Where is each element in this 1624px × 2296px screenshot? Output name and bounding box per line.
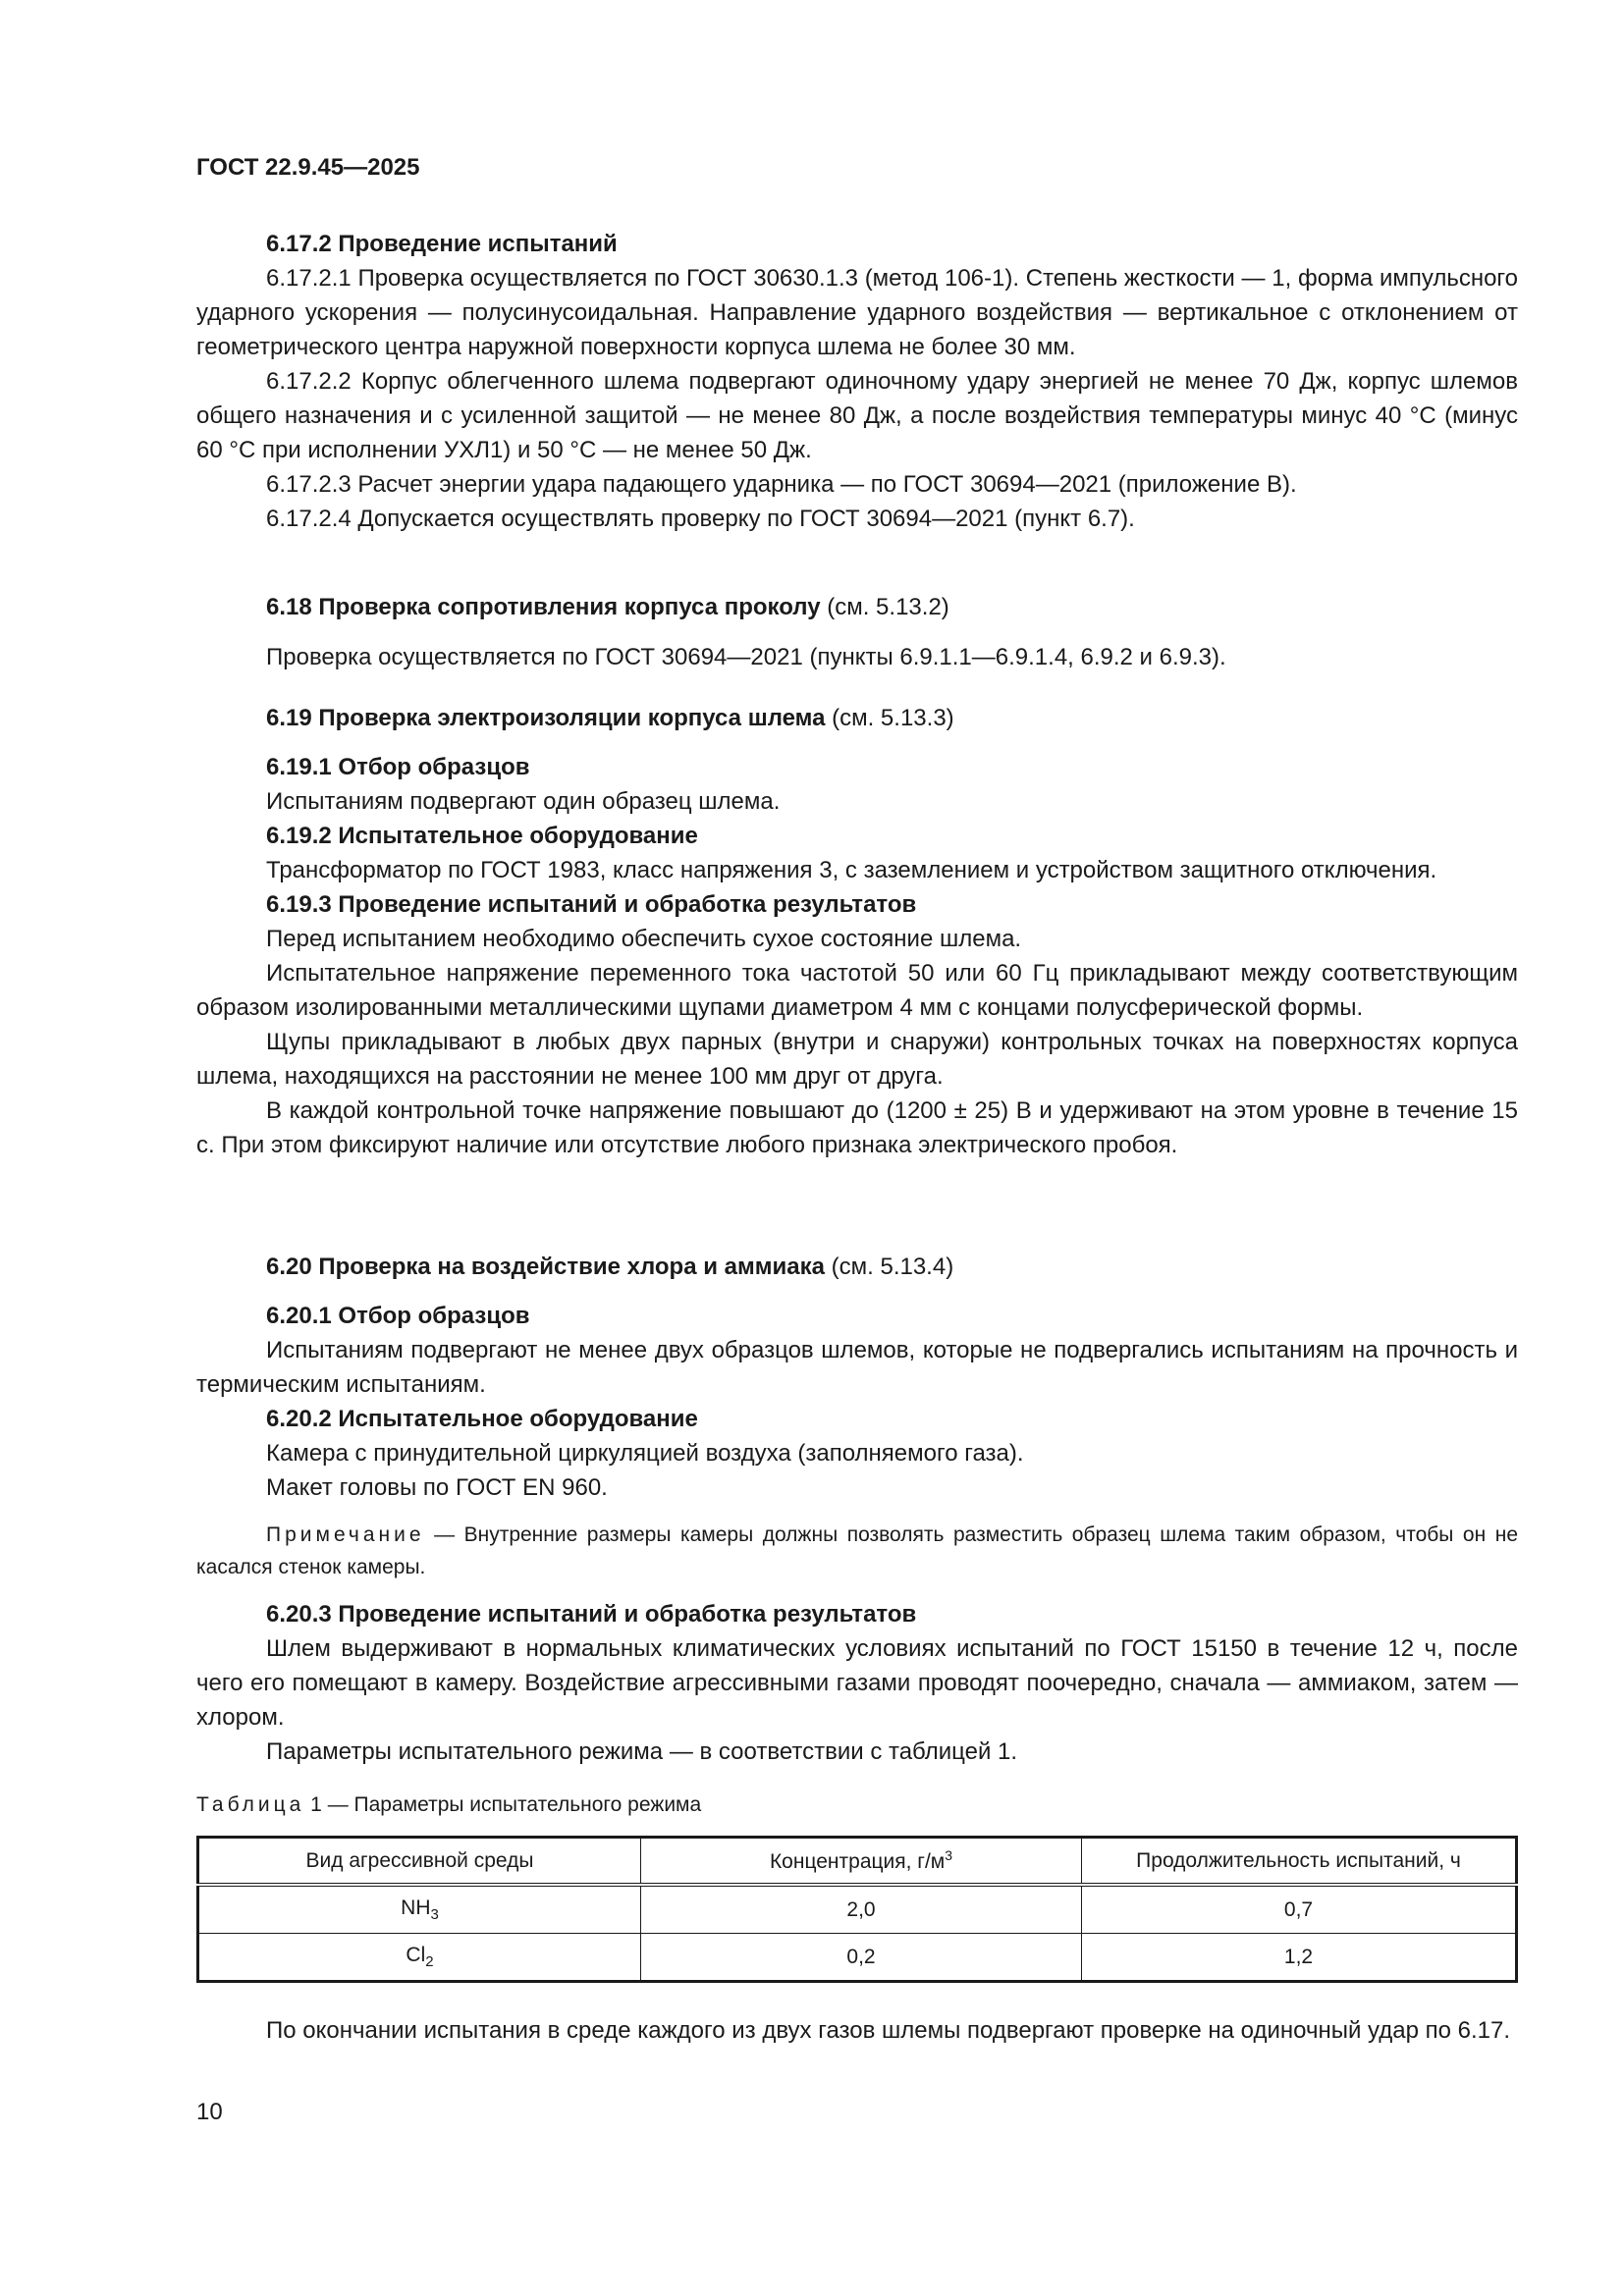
paragraph: В каждой контрольной точке напряжение повышают до (1200 ± 25) В и удерживают на этом уровне в течение 15 с. При этом фиксируют наличие или отсутствие любого признака электрического пробоя. [196, 1097, 1518, 1158]
heading-text: 6.18 Проверка сопротивления корпуса проколу [266, 594, 821, 620]
note-text: — Внутренние размеры камеры должны позволять разместить образец шлема таким образом, чтобы он не касался стенок камеры. [196, 1523, 1518, 1578]
column-header: Вид агрессивной среды [198, 1838, 641, 1886]
paragraph: Трансформатор по ГОСТ 1983, класс напряжения 3, с заземлением и устройством защитного отключения. [266, 857, 1437, 883]
paragraph: 6.17.2.4 Допускается осуществлять проверку по ГОСТ 30694—2021 (пункт 6.7). [266, 506, 1135, 532]
document-header: ГОСТ 22.9.45—2025 [196, 154, 420, 181]
final-paragraph-block [196, 2013, 1518, 2048]
section-6-19 [196, 701, 1518, 1162]
column-header [641, 1838, 1082, 1886]
header-text: Концентрация, г/м [769, 1850, 946, 1873]
note [196, 1519, 1518, 1583]
subsection-heading: 6.19.3 Проведение испытаний и обработка результатов [266, 891, 917, 918]
section-6-20-3 [196, 1597, 1518, 1769]
table-header-row [198, 1838, 1517, 1886]
page-number: 10 [196, 2099, 223, 2125]
paragraph: 6.17.2.3 Расчет энергии удара падающего ударника — по ГОСТ 30694—2021 (приложение В). [266, 471, 1297, 498]
paragraph: Камера с принудительной циркуляцией воздуха (заполняемого газа). [266, 1440, 1024, 1467]
cell-concentration: 2,0 [641, 1885, 1082, 1934]
note-label: Примечание [266, 1523, 425, 1546]
section-6-18 [196, 590, 1518, 674]
section-reference: (см. 5.13.3) [825, 705, 954, 731]
paragraph: Испытаниям подвергают один образец шлема. [266, 788, 781, 815]
header-superscript: 3 [945, 1847, 953, 1863]
section-reference: (см. 5.13.4) [824, 1254, 954, 1280]
subsection-heading: 6.20.1 Отбор образцов [266, 1303, 530, 1329]
paragraph: Макет головы по ГОСТ EN 960. [266, 1474, 608, 1501]
paragraph: Щупы прикладывают в любых двух парных (внутри и снаружи) контрольных точках на поверхностях корпуса шлема, находящихся на расстоянии не менее 100 мм друг от друга. [196, 1029, 1518, 1090]
subsection-heading: 6.20.2 Испытательное оборудование [266, 1406, 698, 1432]
paragraph: Испытательное напряжение переменного тока частотой 50 или 60 Гц прикладывают между соответствующим образом изолированными металлическими щупами диаметром 4 мм с концами полусферической формы. [196, 960, 1518, 1021]
section-6-17-2 [196, 227, 1518, 536]
table-caption-label: Таблица [196, 1793, 305, 1816]
table-caption [196, 1789, 1518, 1821]
cell-medium [198, 1885, 641, 1934]
cell-concentration: 0,2 [641, 1934, 1082, 1982]
table-row [198, 1934, 1517, 1982]
paragraph: 6.17.2.2 Корпус облегченного шлема подвергают одиночному удару энергией не менее 70 Дж, корпус шлемов общего назначения и с усиленной защитой — не менее 80 Дж, а после воздействия температуры минус 40 °С (минус 60 °С при исполнении УХЛ1) и 50 °С — не менее 50 Дж. [196, 368, 1518, 463]
paragraph: Испытаниям подвергают не менее двух образцов шлемов, которые не подвергались испытаниям на прочность и термическим испытаниям. [196, 1337, 1518, 1398]
paragraph: Перед испытанием необходимо обеспечить сухое состояние шлема. [266, 926, 1022, 952]
cell-duration: 0,7 [1082, 1885, 1517, 1934]
cell-duration: 1,2 [1082, 1934, 1517, 1982]
section-heading [196, 590, 1518, 624]
section-heading [196, 701, 1518, 735]
cell-subscript: 2 [425, 1953, 434, 1971]
table-row [198, 1885, 1517, 1934]
heading-text: 6.19 Проверка электроизоляции корпуса шлема [266, 705, 826, 731]
subsection-heading: 6.19.1 Отбор образцов [266, 754, 530, 780]
paragraph: По окончании испытания в среде каждого из двух газов шлемы подвергают проверке на одиночный удар по 6.17. [266, 2017, 1511, 2044]
paragraph: Проверка осуществляется по ГОСТ 30694—2021 (пункты 6.9.1.1—6.9.1.4, 6.9.2 и 6.9.3). [266, 644, 1226, 670]
cell-subscript: 3 [430, 1906, 439, 1924]
parameters-table [196, 1836, 1518, 1983]
paragraph: Шлем выдерживают в нормальных климатических условиях испытаний по ГОСТ 15150 в течение 12 ч, после чего его помещают в камеру. Воздействие агрессивными газами проводят поочередно, сначала — аммиаком, затем — хлором. [196, 1635, 1518, 1731]
column-header: Продолжительность испытаний, ч [1082, 1838, 1517, 1886]
cell-text: Cl [406, 1943, 426, 1966]
section-6-20 [196, 1250, 1518, 1505]
section-heading: 6.17.2 Проведение испытаний [266, 231, 618, 257]
section-heading [196, 1250, 1518, 1284]
subsection-heading: 6.20.3 Проведение испытаний и обработка результатов [266, 1601, 917, 1628]
subsection-heading: 6.19.2 Испытательное оборудование [266, 823, 698, 849]
paragraph: Параметры испытательного режима — в соответствии с таблицей 1. [266, 1738, 1018, 1765]
table-caption-text: 1 — Параметры испытательного режима [304, 1793, 702, 1816]
section-reference: (см. 5.13.2) [820, 594, 949, 620]
heading-text: 6.20 Проверка на воздействие хлора и аммиака [266, 1254, 825, 1280]
cell-text: NH [401, 1896, 431, 1919]
cell-medium [198, 1934, 641, 1982]
paragraph: 6.17.2.1 Проверка осуществляется по ГОСТ 30630.1.3 (метод 106-1). Степень жесткости — 1, форма импульсного ударного ускорения — полусинусоидальная. Направление ударного воздействия — вертикальное с отклонением от геометрического центра наружной поверхности корпуса шлема не более 30 мм. [196, 265, 1518, 360]
